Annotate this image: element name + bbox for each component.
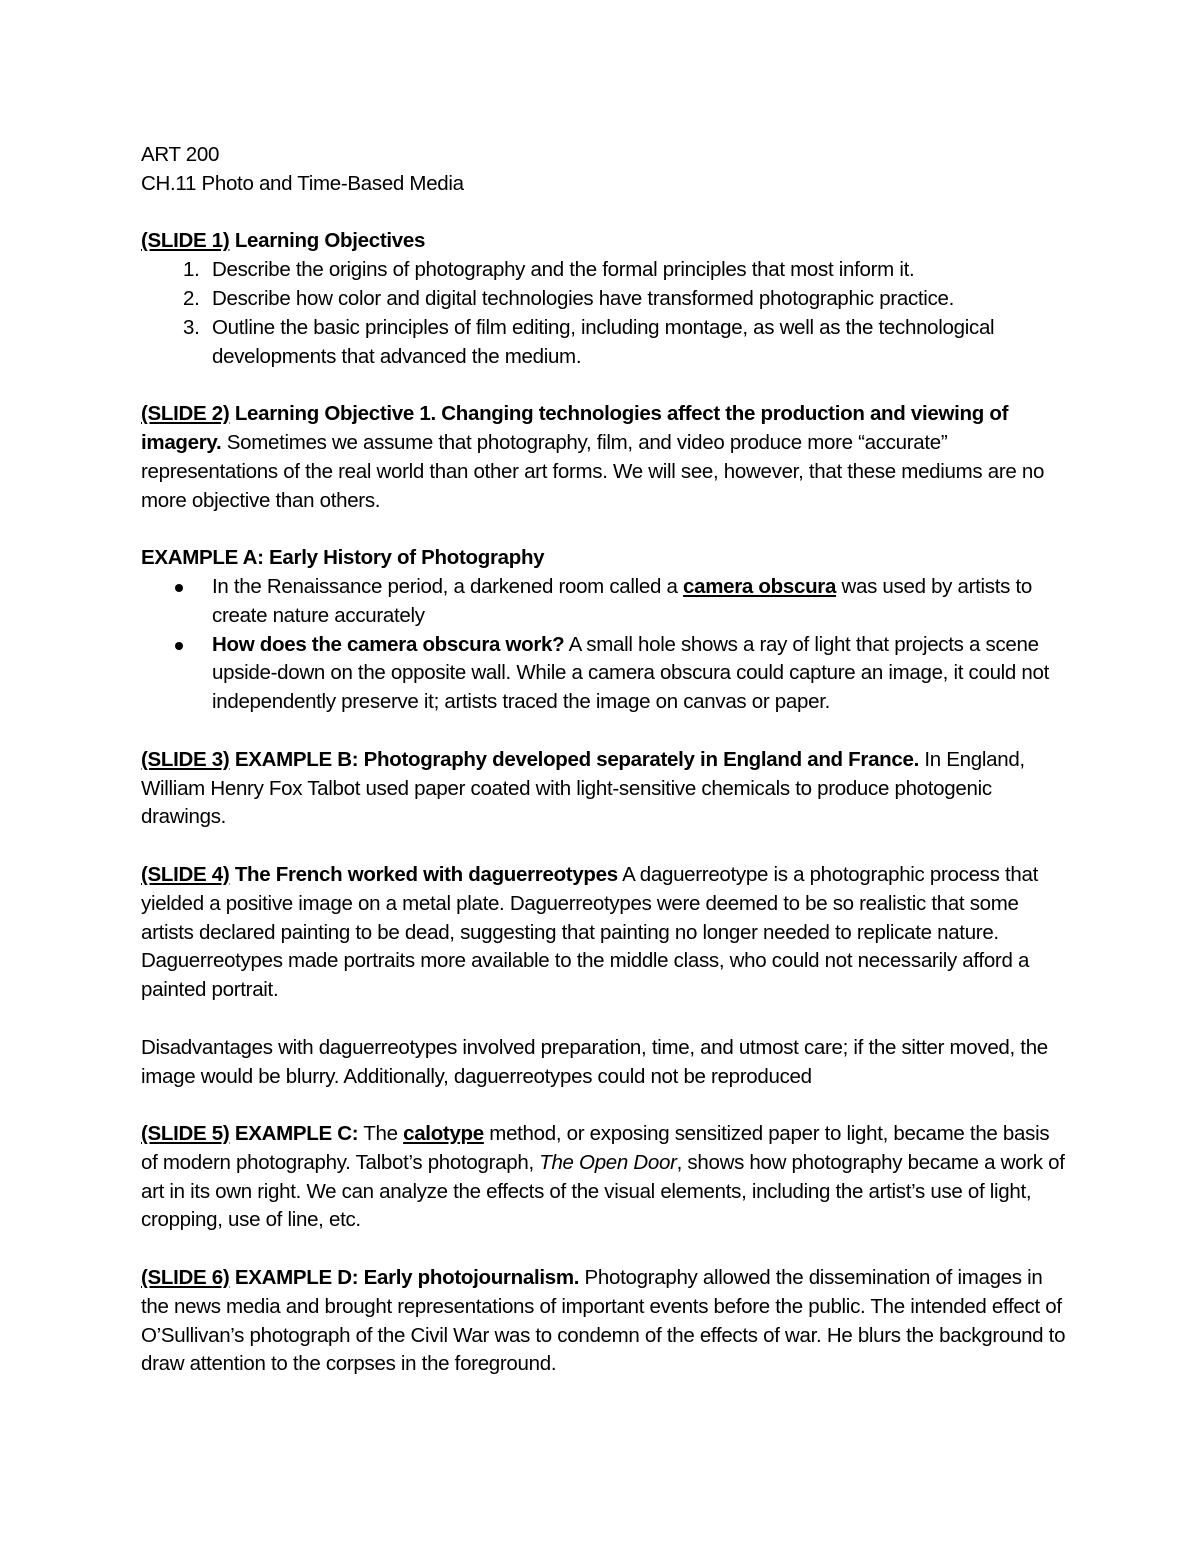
bullet-text: In the Renaissance period, a darkened room called a [212, 574, 684, 598]
slide3-text: In England, William Henry Fox Talbot used paper coated with light-sensitive chemicals to produce photogenic drawings. [141, 747, 1025, 829]
list-item [141, 631, 1066, 717]
calotype-term: calotype [403, 1122, 484, 1146]
slide2-paragraph [141, 400, 1066, 515]
slide6-paragraph [141, 1264, 1066, 1379]
bullet-text: A small hole shows a ray of light that projects a scene upside-down on the opposite wall. While a camera obscura could capture an image, it could not independently preserve it; artists traced the image on canvas or paper. [212, 632, 1050, 714]
slide5-label: (SLIDE 5) [141, 1122, 230, 1146]
slide5-paragraph [141, 1120, 1066, 1235]
list-number: 1. [183, 258, 200, 282]
exampleA-heading: EXAMPLE A: Early History of Photography [141, 546, 545, 570]
slide5-text: , shows how photography became a work of art in its own right. We can analyze the effects of the visual elements, including the artist’s use of light, cropping, use of line, etc. [141, 1150, 1065, 1232]
document-header [141, 141, 1066, 199]
slide6-label: (SLIDE 6) [141, 1266, 230, 1290]
slide2-label: (SLIDE 2) [141, 402, 230, 426]
disadvantages-paragraph: Disadvantages with daguerreotypes involved preparation, time, and utmost care; if the sitter moved, the image would be blurry. Additionally, daguerreotypes could not be reproduced [141, 1035, 1048, 1088]
camera-obscura-term: camera obscura [683, 574, 837, 598]
document-page [141, 141, 1066, 1408]
list-number: 2. [183, 286, 200, 310]
bullet-icon [175, 584, 183, 592]
slide5-text: method, or exposing sensitized paper to light, became the basis of modern photography. Talbot’s photograph, [141, 1122, 1050, 1174]
chapter-title: CH.11 Photo and Time-Based Media [141, 171, 464, 195]
bullet-text: was used by artists to create nature accurately [212, 574, 1032, 627]
slide5-heading: EXAMPLE C: [229, 1122, 359, 1146]
slide3-heading: EXAMPLE B: Photography developed separately in England and France. [229, 747, 919, 771]
course-title: ART 200 [141, 143, 220, 166]
list-item [141, 573, 1066, 631]
slide4-text: A daguerreotype is a photographic process that yielded a positive image on a metal plate. Daguerreotypes were deemed to be so realistic that some artists declared painting to be dead, suggesting that painting no longer needed to replicate nature. Daguerreotypes made portraits more available to the middle class, who could not necessarily afford a painted portrait. [141, 862, 1038, 1002]
slide1-section [141, 227, 1066, 371]
slide5-text: The [358, 1122, 404, 1146]
list-number: 3. [183, 315, 200, 339]
slide1-label: (SLIDE 1) [141, 229, 230, 253]
bullet-question: How does the camera obscura work? [212, 632, 565, 656]
objectives-list [141, 256, 1066, 371]
list-item [141, 314, 1066, 372]
bullet-icon [175, 642, 183, 650]
slide2-text: Sometimes we assume that photography, film, and video produce more “accurate” representations of the real world than other art forms. We will see, however, that these mediums are no more objective than others. [141, 430, 1045, 512]
slide2-heading: Learning Objective 1. Changing technologies affect the production and viewing of imagery. [141, 402, 1009, 454]
slide1-title: Learning Objectives [229, 229, 426, 253]
slide4-heading: The French worked with daguerreotypes [229, 862, 618, 886]
slide4-paragraph [141, 861, 1066, 1005]
objective-text: Describe how color and digital technologies have transformed photographic practice. [212, 286, 955, 310]
exampleA-bullets [141, 573, 1066, 717]
exampleA-section [141, 544, 1066, 717]
slide3-paragraph [141, 746, 1066, 832]
objective-text: Outline the basic principles of film editing, including montage, as well as the technological developments that advanced the medium. [212, 315, 995, 368]
slide4-label: (SLIDE 4) [141, 862, 230, 886]
objective-text: Describe the origins of photography and the formal principles that most inform it. [212, 258, 915, 282]
list-item [141, 256, 1066, 285]
artwork-title: The Open Door [539, 1150, 677, 1174]
list-item [141, 285, 1066, 314]
slide3-label: (SLIDE 3) [141, 747, 230, 771]
slide6-heading: EXAMPLE D: Early photojournalism. [229, 1266, 580, 1290]
slide6-text: Photography allowed the dissemination of images in the news media and brought representations of important events before the public. The intended effect of O’Sullivan’s photograph of the Civil War was to condemn of the effects of war. He blurs the background to draw attention to the corpses in the foreground. [141, 1266, 1066, 1376]
